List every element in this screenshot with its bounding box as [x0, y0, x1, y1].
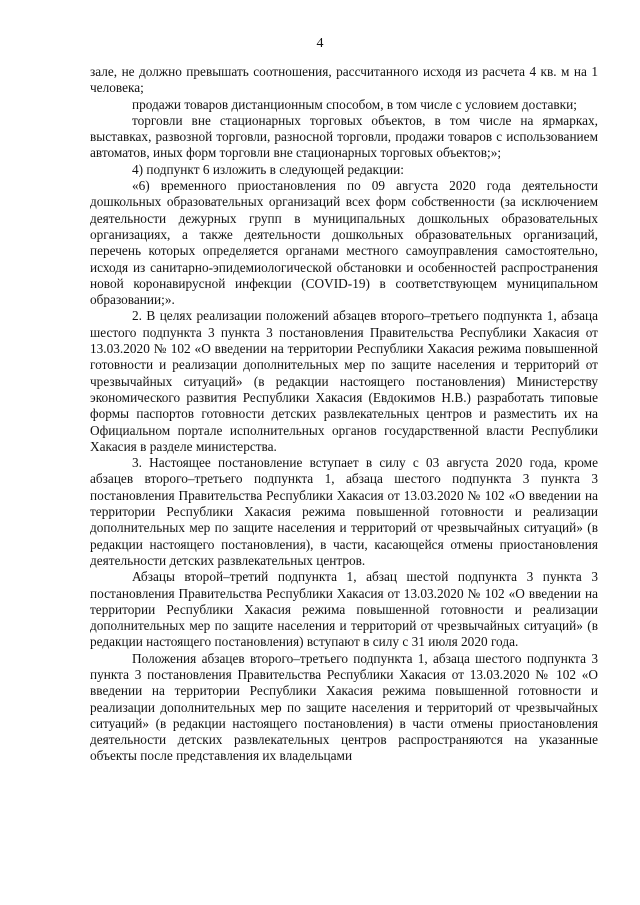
paragraph-remote-sales: продажи товаров дистанционным способом, в том числе с условием доставки; [132, 96, 577, 112]
paragraph-point-3: 3. Настоящее постановление вступает в силу с 03 августа 2020 года, кроме абзацев второго–третьего подпункта 1, абзаца шестого подпункта 3 пункта 3 постановления Правительства Республики Хакасия от 13.03.2020 № 102 «О введении на территории Республики Хакасия режима повышенной готовности и реализации дополнительных мер по защите населения и территорий от чрезвычайных ситуаций» (в редакции настоящего постановления), в части, касающейся отмены приостановления деятельности детских развлекательных центров. [90, 455, 598, 568]
paragraph-item-4: 4) подпункт 6 изложить в следующей редакции: [132, 161, 404, 177]
paragraph-point-2: 2. В целях реализации положений абзацев второго–третьего подпункта 1, абзаца шестого подпункта 3 пункта 3 постановления Правительства Республики Хакасия от 13.03.2020 № 102 «О введении на территории Республики Хакасия режима повышенной готовности и реализации дополнительных мер по защите населения и территорий от чрезвычайных ситуаций» (в редакции настоящего постановления) Министерству экономического развития Республики Хакасия (Евдокимов Н.В.) разработать типовые формы паспортов готовности детских развлекательных центров и разместить их на Официальном портале исполнительных органов государственной власти Республики Хакасия в разделе министерства. [90, 308, 598, 454]
paragraph-provisions: Положения абзацев второго–третьего подпункта 1, абзаца шестого подпункта 3 пункта 3 постановления Правительства Республики Хакасия от 13.03.2020 № 102 «О введении на территории Республики Хакасия режима повышенной готовности и реализации дополнительных мер по защите населения и территорий от чрезвычайных ситуаций» (в редакции настоящего постановления) в части отмены приостановления деятельности детских развлекательных центров распространяются на указанные объекты после представления их владельцами [90, 650, 598, 764]
paragraph-subitem-6: «6) временного приостановления по 09 августа 2020 года деятельности дошкольных образовательных организаций всех форм собственности (за исключением деятельности дежурных групп в муниципальных дошкольных образовательных организациях, а также деятельности дошкольных образовательных организаций, перечень которых определяется органами местного самоуправления самостоятельно, исходя из санитарно-эпидемиологической обстановки и особенностей распространения новой коронавирусной инфекции (COVID-19) в соответствующем муниципальном образовании;». [90, 178, 598, 308]
paragraph-continuation: зале, не должно превышать соотношения, рассчитанного исходя из расчета 4 кв. м на 1 человека; [90, 64, 598, 96]
document-body [90, 64, 598, 765]
page-number: 4 [316, 36, 324, 51]
paragraph-effective-july: Абзацы второй–третий подпункта 1, абзац шестой подпункта 3 пункта 3 постановления Правительства Республики Хакасия от 13.03.2020 № 102 «О введении на территории Республики Хакасия режима повышенной готовности и реализации дополнительных мер по защите населения и территорий от чрезвычайных ситуаций» (в редакции настоящего постановления) вступают в силу с 31 июля 2020 года. [90, 569, 598, 650]
paragraph-nonstationary-trade: торговли вне стационарных торговых объектов, в том числе на ярмарках, выставках, развозной торговли, разносной торговли, продажи товаров с использованием автоматов, иных форм торговли вне стационарных торговых объектов;»; [90, 112, 598, 161]
